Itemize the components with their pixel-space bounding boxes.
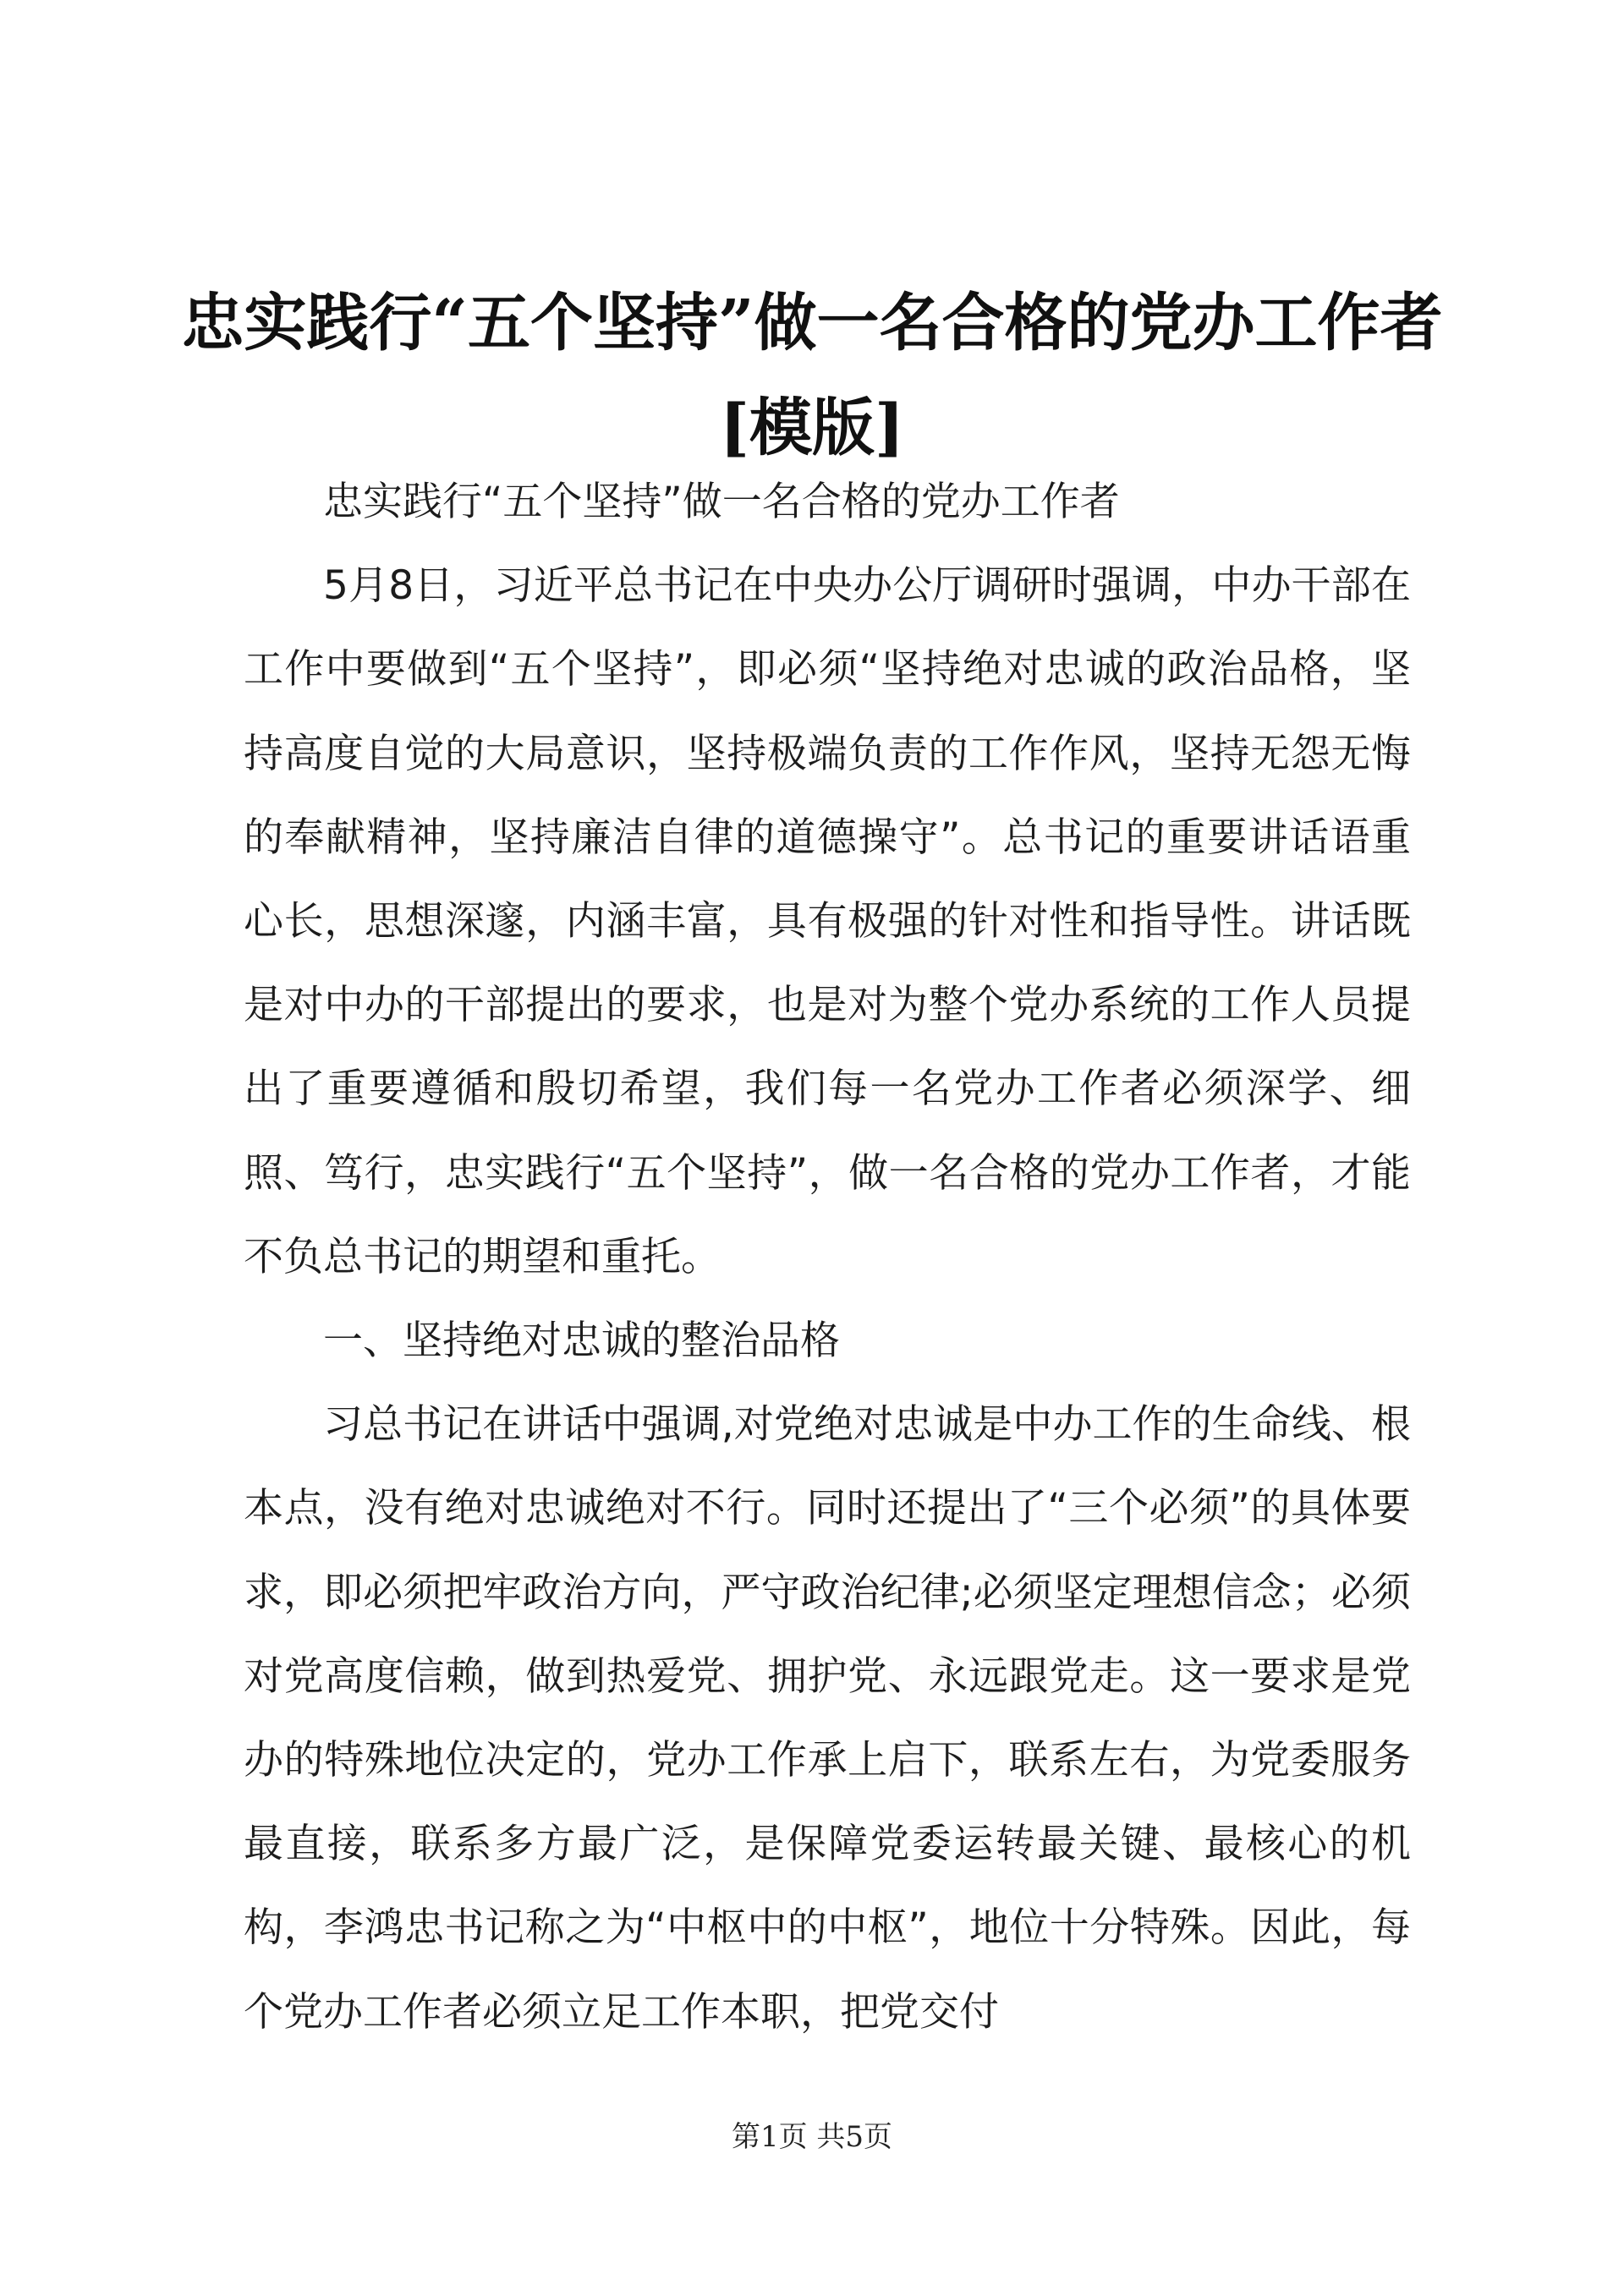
document-body bbox=[244, 460, 1411, 2054]
paragraph-intro: 5月8日，习近平总书记在中央办公厅调研时强调，中办干部在工作中要做到“五个坚持”，即必须“坚持绝对忠诚的政治品格，坚持高度自觉的大局意识，坚持极端负责的工作作风，坚持无怨无悔的奉献精神，坚持廉洁自律的道德操守”。总书记的重要讲话语重心长，思想深邃，内涵丰富，具有极强的针对性和指导性。讲话既是对中办的干部提出的要求，也是对为整个党办系统的工作人员提出了重要遵循和殷切希望，我们每一名党办工作者必须深学、细照、笃行，忠实践行“五个坚持”，做一名合格的党办工作者，才能不负总书记的期望和重托。 bbox=[244, 562, 1411, 1280]
page-number-footer: 第1页 共5页 bbox=[731, 2120, 893, 2154]
paragraph-section-one: 习总书记在讲话中强调,对党绝对忠诚是中办工作的生命线、根本点，没有绝对忠诚绝对不行。同时还提出了“三个必须”的具体要求，即必须把牢政治方向，严守政治纪律;必须坚定理想信念；必须对党高度信赖，做到热爱党、拥护党、永远跟党走。这一要求是党办的特殊地位决定的，党办工作承上启下，联系左右，为党委服务最直接，联系多方最广泛，是保障党委运转最关键、最核心的机构，李鸿忠书记称之为“中枢中的中枢”，地位十分特殊。因此，每个党办工作者必须立足工作本职，把党交付 bbox=[244, 1401, 1411, 2036]
paragraph-subtitle: 忠实践行“五个坚持”做一名合格的党办工作者 bbox=[323, 479, 1120, 525]
document-title: 忠实践行“五个坚持”做一名合格的党办工作者[模版] bbox=[181, 287, 1443, 464]
section-heading: 一、坚持绝对忠诚的整治品格 bbox=[323, 1318, 840, 1365]
